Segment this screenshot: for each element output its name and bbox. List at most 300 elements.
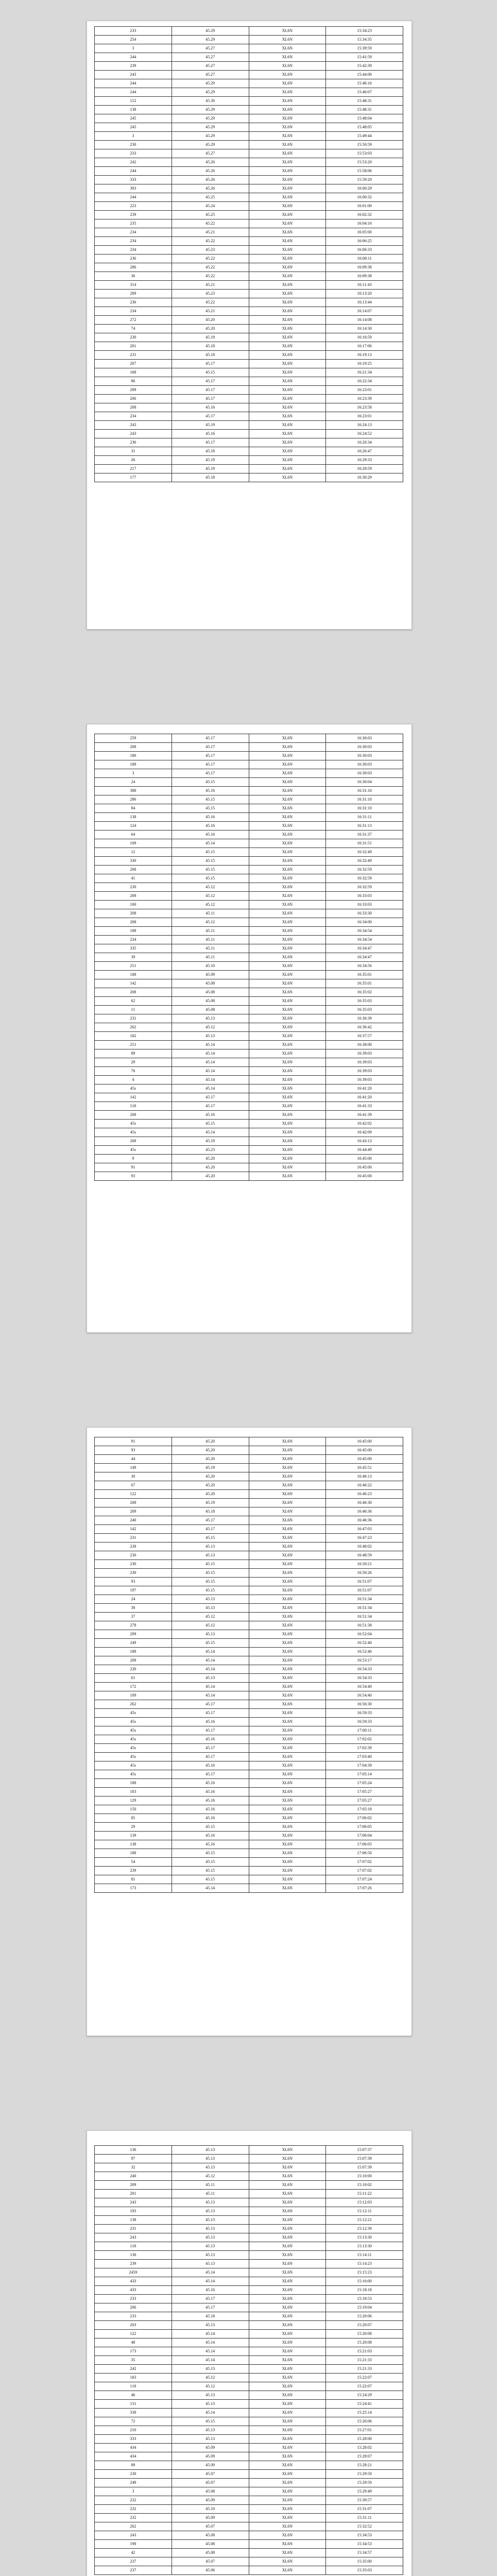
quantity-cell: 286 <box>95 795 172 804</box>
venue-cell: XL6N <box>249 1155 326 1163</box>
table-row <box>95 36 403 44</box>
quantity-cell: 31 <box>95 447 172 456</box>
price-cell: 45.29 <box>172 114 249 123</box>
quantity-cell: 236 <box>95 298 172 307</box>
time-cell: 15:29:49 <box>326 2487 403 2496</box>
venue-cell: XL6N <box>249 2251 326 2260</box>
price-cell: 45.13 <box>172 1630 249 1639</box>
time-cell: 15:12:11 <box>326 2207 403 2216</box>
venue-cell: XL6N <box>249 421 326 430</box>
price-cell: 45.26 <box>172 184 249 193</box>
venue-cell: XL6N <box>249 1490 326 1499</box>
price-cell: 45.17 <box>172 2303 249 2312</box>
price-cell: 45.13 <box>172 2400 249 2409</box>
price-cell: 45.29 <box>172 27 249 36</box>
time-cell: 15:28:02 <box>326 2444 403 2452</box>
price-cell: 45.18 <box>172 342 249 351</box>
price-cell: 45.17 <box>172 1525 249 1534</box>
time-cell: 16:35:03 <box>326 997 403 1006</box>
time-cell: 16:39:03 <box>326 1067 403 1076</box>
table-row <box>95 272 403 281</box>
venue-cell: XL6N <box>249 36 326 44</box>
price-cell: 45.08 <box>172 988 249 997</box>
venue-cell: XL6N <box>249 813 326 822</box>
time-cell: 15:46:07 <box>326 88 403 97</box>
table-row <box>95 1041 403 1049</box>
time-cell: 16:16:59 <box>326 333 403 342</box>
table-row <box>95 316 403 325</box>
price-cell: 45.17 <box>172 1726 249 1735</box>
venue-cell: XL6N <box>249 2295 326 2303</box>
price-cell: 45.22 <box>172 263 249 272</box>
table-row <box>95 412 403 421</box>
quantity-cell: 24 <box>95 1595 172 1604</box>
table-row <box>95 822 403 831</box>
table-row <box>95 2216 403 2225</box>
price-cell: 45.08 <box>172 2487 249 2496</box>
time-cell: 15:07:37 <box>326 2146 403 2155</box>
price-cell: 45.17 <box>172 438 249 447</box>
time-cell: 17:06:05 <box>326 1823 403 1832</box>
table-row <box>95 1120 403 1128</box>
time-cell: 16:31:10 <box>326 804 403 813</box>
time-cell: 16:02:32 <box>326 211 403 219</box>
venue-cell: XL6N <box>249 2557 326 2566</box>
venue-cell: XL6N <box>249 430 326 438</box>
price-cell: 45.07 <box>172 2479 249 2487</box>
quantity-cell: 173 <box>95 1884 172 1893</box>
table-row <box>95 1128 403 1137</box>
time-cell: 15:20:06 <box>326 2312 403 2321</box>
quantity-cell: 109 <box>95 1691 172 1700</box>
time-cell: 15:14:23 <box>326 2260 403 2268</box>
table-row <box>95 1499 403 1507</box>
time-cell: 16:24:52 <box>326 430 403 438</box>
venue-cell: XL6N <box>249 2347 326 2356</box>
quantity-cell: 42 <box>95 2549 172 2557</box>
venue-cell: XL6N <box>249 1718 326 1726</box>
quantity-cell: 232 <box>95 2496 172 2505</box>
venue-cell: XL6N <box>249 804 326 813</box>
price-cell: 45.12 <box>172 892 249 901</box>
time-cell: 16:21:34 <box>326 368 403 377</box>
table-row <box>95 1490 403 1499</box>
time-cell: 15:53:03 <box>326 149 403 158</box>
venue-cell: XL6N <box>249 1172 326 1181</box>
price-cell: 45.17 <box>172 760 249 769</box>
table-row <box>95 1621 403 1630</box>
quantity-cell: 188 <box>95 1648 172 1656</box>
price-cell: 45.14 <box>172 2268 249 2277</box>
venue-cell: XL6N <box>249 1137 326 1146</box>
time-cell: 16:32:59 <box>326 883 403 892</box>
venue-cell: XL6N <box>249 1770 326 1779</box>
venue-cell: XL6N <box>249 2146 326 2155</box>
time-cell: 16:32:59 <box>326 866 403 874</box>
time-cell: 16:34:47 <box>326 944 403 953</box>
table-row <box>95 1665 403 1674</box>
quantity-cell: 67 <box>95 1481 172 1490</box>
time-cell: 16:30:03 <box>326 769 403 778</box>
venue-cell: XL6N <box>249 447 326 456</box>
quantity-cell: 333 <box>95 2435 172 2444</box>
venue-cell: XL6N <box>249 2391 326 2400</box>
time-cell: 16:31:13 <box>326 822 403 831</box>
venue-cell: XL6N <box>249 2303 326 2312</box>
time-cell: 15:07:39 <box>326 2155 403 2163</box>
quantity-cell: 45s <box>95 1718 172 1726</box>
venue-cell: XL6N <box>249 2312 326 2321</box>
venue-cell: XL6N <box>249 2435 326 2444</box>
time-cell: 16:30:03 <box>326 734 403 743</box>
venue-cell: XL6N <box>249 1665 326 1674</box>
time-cell: 16:31:10 <box>326 795 403 804</box>
time-cell: 16:31:11 <box>326 813 403 822</box>
time-cell: 16:50:26 <box>326 1569 403 1578</box>
quantity-cell: 207 <box>95 360 172 368</box>
time-cell: 15:44:00 <box>326 71 403 79</box>
time-cell: 15:14:11 <box>326 2251 403 2260</box>
price-cell: 45.14 <box>172 1041 249 1049</box>
time-cell: 15:22:07 <box>326 2374 403 2382</box>
price-cell: 45.30 <box>172 97 249 106</box>
time-cell: 16:45:00 <box>326 1437 403 1446</box>
time-cell: 16:32:59 <box>326 874 403 883</box>
price-cell: 45.14 <box>172 1648 249 1656</box>
quantity-cell: 45s <box>95 1128 172 1137</box>
time-cell: 16:44:49 <box>326 1146 403 1155</box>
venue-cell: XL6N <box>249 1709 326 1718</box>
quantity-cell: 208 <box>95 918 172 927</box>
table-row <box>95 1014 403 1023</box>
price-cell: 45.12 <box>172 2172 249 2181</box>
time-cell: 15:42:39 <box>326 62 403 71</box>
time-cell: 17:07:26 <box>326 1884 403 1893</box>
quantity-cell: 231 <box>95 351 172 360</box>
venue-cell: XL6N <box>249 1648 326 1656</box>
table-row <box>95 848 403 857</box>
time-cell: 16:06:33 <box>326 246 403 255</box>
price-cell: 45.13 <box>172 2207 249 2216</box>
time-cell: 16:41:20 <box>326 1084 403 1093</box>
quantity-cell: 232 <box>95 2505 172 2514</box>
venue-cell: XL6N <box>249 1481 326 1490</box>
price-cell: 45.23 <box>172 290 249 298</box>
price-cell: 45.14 <box>172 2409 249 2417</box>
time-cell: 16:47:03 <box>326 1525 403 1534</box>
time-cell: 15:28:00 <box>326 2435 403 2444</box>
venue-cell: XL6N <box>249 1691 326 1700</box>
time-cell: 17:07:24 <box>326 1875 403 1884</box>
time-cell: 17:06:05 <box>326 1840 403 1849</box>
venue-cell: XL6N <box>249 342 326 351</box>
quantity-cell: 142 <box>95 1093 172 1102</box>
time-cell: 16:36:39 <box>326 1014 403 1023</box>
quantity-cell: 188 <box>95 760 172 769</box>
table-row <box>95 2260 403 2268</box>
price-cell: 45.14 <box>172 1067 249 1076</box>
table-row <box>95 839 403 848</box>
venue-cell: XL6N <box>249 997 326 1006</box>
venue-cell: XL6N <box>249 953 326 962</box>
quantity-cell: 208 <box>95 1111 172 1120</box>
price-cell: 45.21 <box>172 228 249 237</box>
time-cell: 15:48:31 <box>326 106 403 114</box>
table-row <box>95 909 403 918</box>
venue-cell: XL6N <box>249 962 326 971</box>
price-cell: 45.23 <box>172 1146 249 1155</box>
quantity-cell: 278 <box>95 1621 172 1630</box>
quantity-cell: 168 <box>95 368 172 377</box>
time-cell: 15:50:59 <box>326 141 403 149</box>
time-cell: 16:42:09 <box>326 1128 403 1137</box>
venue-cell: XL6N <box>249 1041 326 1049</box>
quantity-cell: 61 <box>95 1674 172 1683</box>
venue-cell: XL6N <box>249 1867 326 1875</box>
time-cell: 16:23:39 <box>326 395 403 403</box>
venue-cell: XL6N <box>249 1120 326 1128</box>
table-row <box>95 2172 403 2181</box>
time-cell: 16:45:00 <box>326 1172 403 1181</box>
time-cell: 16:13:20 <box>326 290 403 298</box>
table-row <box>95 62 403 71</box>
quantity-cell: 239 <box>95 62 172 71</box>
table-row <box>95 936 403 944</box>
quantity-cell: 30 <box>95 1472 172 1481</box>
table-row <box>95 1849 403 1858</box>
time-cell: 16:01:00 <box>326 202 403 211</box>
price-cell: 45.19 <box>172 333 249 342</box>
quantity-cell: 239 <box>95 211 172 219</box>
quantity-cell: 209 <box>95 1507 172 1516</box>
time-cell: 16:45:51 <box>326 1464 403 1472</box>
price-cell: 45.17 <box>172 412 249 421</box>
venue-cell: XL6N <box>249 2382 326 2391</box>
time-cell: 16:22:34 <box>326 377 403 386</box>
table-row <box>95 2409 403 2417</box>
table-row <box>95 1472 403 1481</box>
table-row <box>95 395 403 403</box>
price-cell: 45.14 <box>172 839 249 848</box>
price-cell: 45.10 <box>172 962 249 971</box>
venue-cell: XL6N <box>249 211 326 219</box>
price-cell: 45.12 <box>172 901 249 909</box>
quantity-cell: 9 <box>95 1155 172 1163</box>
price-cell: 45.15 <box>172 1586 249 1595</box>
price-cell: 45.13 <box>172 2426 249 2435</box>
time-cell: 16:35:01 <box>326 971 403 979</box>
time-cell: 15:53:20 <box>326 158 403 167</box>
time-cell: 16:47:23 <box>326 1534 403 1543</box>
table-row <box>95 202 403 211</box>
price-cell: 45.29 <box>172 141 249 149</box>
price-cell: 45.18 <box>172 473 249 482</box>
quantity-cell: 152 <box>95 97 172 106</box>
table-row <box>95 927 403 936</box>
quantity-cell: 45s <box>95 1146 172 1155</box>
time-cell: 16:08:11 <box>326 255 403 263</box>
price-cell: 45.17 <box>172 743 249 752</box>
table-row <box>95 2549 403 2557</box>
price-cell: 45.16 <box>172 1788 249 1797</box>
time-cell: 16:14:07 <box>326 307 403 316</box>
table-row <box>95 2251 403 2260</box>
table-row <box>95 1875 403 1884</box>
quantity-cell: 142 <box>95 1525 172 1534</box>
quantity-cell: 433 <box>95 2277 172 2286</box>
quantity-cell: 188 <box>95 1779 172 1788</box>
table-row <box>95 866 403 874</box>
price-cell: 45.16 <box>172 822 249 831</box>
quantity-cell: 91 <box>95 1163 172 1172</box>
quantity-cell: 243 <box>95 421 172 430</box>
time-cell: 15:49:44 <box>326 132 403 141</box>
time-cell: 15:28:21 <box>326 2461 403 2470</box>
time-cell: 16:33:03 <box>326 901 403 909</box>
quantity-cell: 208 <box>95 892 172 901</box>
price-cell: 45.15 <box>172 2417 249 2426</box>
table-row <box>95 1613 403 1621</box>
venue-cell: XL6N <box>249 2479 326 2487</box>
price-cell: 45.08 <box>172 1006 249 1014</box>
time-cell: 16:41:39 <box>326 1111 403 1120</box>
venue-cell: XL6N <box>249 918 326 927</box>
table-row <box>95 1884 403 1893</box>
price-cell: 45.09 <box>172 2496 249 2505</box>
price-cell: 45.07 <box>172 2522 249 2531</box>
table-row <box>95 918 403 927</box>
quantity-cell: 46 <box>95 2391 172 2400</box>
venue-cell: XL6N <box>249 2268 326 2277</box>
quantity-cell: 230 <box>95 1560 172 1569</box>
quantity-cell: 234 <box>95 936 172 944</box>
price-cell: 45.22 <box>172 272 249 281</box>
trades-table-2 <box>94 734 403 1181</box>
price-cell: 45.17 <box>172 1744 249 1753</box>
price-cell: 45.16 <box>172 831 249 839</box>
time-cell: 17:02:02 <box>326 1735 403 1744</box>
time-cell: 16:41:33 <box>326 1102 403 1111</box>
table-row <box>95 1067 403 1076</box>
table-row <box>95 2295 403 2303</box>
price-cell: 45.15 <box>172 1578 249 1586</box>
time-cell: 17:00:11 <box>326 1726 403 1735</box>
table-row <box>95 386 403 395</box>
time-cell: 15:20:08 <box>326 2338 403 2347</box>
price-cell: 45.13 <box>172 2155 249 2163</box>
price-cell: 45.15 <box>172 848 249 857</box>
venue-cell: XL6N <box>249 79 326 88</box>
table-row <box>95 1525 403 1534</box>
venue-cell: XL6N <box>249 290 326 298</box>
price-cell: 45.16 <box>172 1805 249 1814</box>
quantity-cell: 232 <box>95 2514 172 2522</box>
time-cell: 16:46:36 <box>326 1516 403 1525</box>
quantity-cell: 45s <box>95 1761 172 1770</box>
time-cell: 15:10:00 <box>326 2172 403 2181</box>
venue-cell: XL6N <box>249 403 326 412</box>
table-row <box>95 351 403 360</box>
table-row <box>95 1867 403 1875</box>
time-cell: 16:33:30 <box>326 909 403 918</box>
price-cell: 45.08 <box>172 2531 249 2540</box>
price-cell: 45.17 <box>172 1093 249 1102</box>
price-cell: 45.14 <box>172 1076 249 1084</box>
table-row <box>95 962 403 971</box>
table-row <box>95 2155 403 2163</box>
table-row <box>95 988 403 997</box>
quantity-cell: 177 <box>95 473 172 482</box>
venue-cell: XL6N <box>249 1049 326 1058</box>
venue-cell: XL6N <box>249 1163 326 1172</box>
price-cell: 45.16 <box>172 1840 249 1849</box>
venue-cell: XL6N <box>249 114 326 123</box>
quantity-cell: 41 <box>95 874 172 883</box>
table-row <box>95 447 403 456</box>
time-cell: 16:14:30 <box>326 325 403 333</box>
time-cell: 15:18:53 <box>326 2295 403 2303</box>
quantity-cell: 230 <box>95 333 172 342</box>
venue-cell: XL6N <box>249 760 326 769</box>
table-row <box>95 342 403 351</box>
price-cell: 45.25 <box>172 193 249 202</box>
quantity-cell: 197 <box>95 1586 172 1595</box>
table-row <box>95 1683 403 1691</box>
price-cell: 45.27 <box>172 53 249 62</box>
quantity-cell: 93 <box>95 1578 172 1586</box>
price-cell: 45.14 <box>172 1058 249 1067</box>
table-row <box>95 2496 403 2505</box>
price-cell: 45.12 <box>172 1621 249 1630</box>
venue-cell: XL6N <box>249 44 326 53</box>
table-row <box>95 752 403 760</box>
table-row <box>95 2522 403 2531</box>
venue-cell: XL6N <box>249 2514 326 2522</box>
venue-cell: XL6N <box>249 822 326 831</box>
table-row <box>95 1630 403 1639</box>
quantity-cell: 72 <box>95 2417 172 2426</box>
venue-cell: XL6N <box>249 27 326 36</box>
time-cell: 16:51:07 <box>326 1578 403 1586</box>
table-row <box>95 2225 403 2233</box>
price-cell: 45.13 <box>172 1551 249 1560</box>
price-cell: 45.09 <box>172 2452 249 2461</box>
time-cell: 15:34:35 <box>326 36 403 44</box>
venue-cell: XL6N <box>249 2356 326 2365</box>
price-cell: 45.20 <box>172 316 249 325</box>
table-row <box>95 2382 403 2391</box>
quantity-cell: 259 <box>95 734 172 743</box>
venue-cell: XL6N <box>249 1586 326 1595</box>
quantity-cell: 136 <box>95 2146 172 2155</box>
time-cell: 17:06:50 <box>326 1849 403 1858</box>
quantity-cell: 3 <box>95 44 172 53</box>
quantity-cell: 93 <box>95 1446 172 1455</box>
venue-cell: XL6N <box>249 465 326 473</box>
time-cell: 16:46:22 <box>326 1481 403 1490</box>
table-row <box>95 2452 403 2461</box>
quantity-cell: 254 <box>95 36 172 44</box>
table-row <box>95 1761 403 1770</box>
table-row <box>95 2268 403 2277</box>
table-row <box>95 1832 403 1840</box>
price-cell: 45.15 <box>172 1858 249 1867</box>
price-cell: 45.15 <box>172 804 249 813</box>
time-cell: 17:07:02 <box>326 1867 403 1875</box>
table-row <box>95 167 403 176</box>
table-row <box>95 1163 403 1172</box>
table-row <box>95 456 403 465</box>
